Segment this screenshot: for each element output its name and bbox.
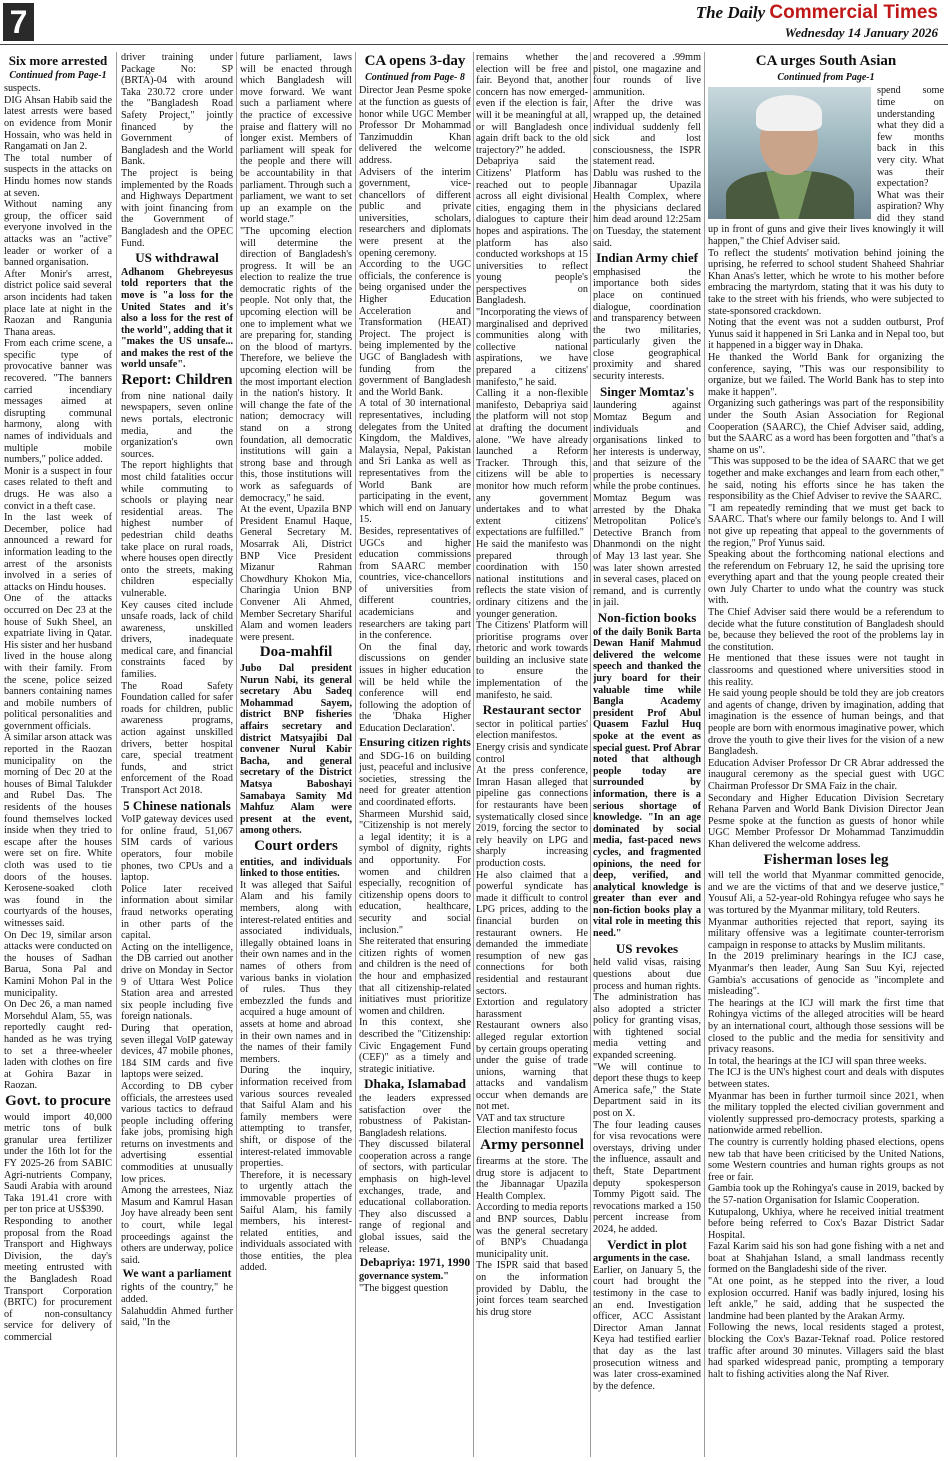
article-body bbox=[240, 880, 352, 1274]
column-5 bbox=[476, 52, 588, 1457]
paragraph: Extortion and regulatory harassment bbox=[476, 997, 588, 1020]
paragraph: "Incorporating the views of marginalised and deprived communities along with collective national aspirations, we have prepared a citizens' manifesto," he said. bbox=[476, 307, 588, 388]
article-body bbox=[359, 1093, 471, 1255]
column-4 bbox=[359, 52, 471, 1457]
article-body bbox=[593, 957, 701, 1235]
paragraph: The hearings at the ICJ will mark the first time that Rohingya victims of the alleged atrocities will be heard by an international court, although those sessions will be closed to the public and the media for sensitivity and privacy reasons. bbox=[708, 997, 944, 1056]
paragraph: They discussed bilateral cooperation across a range of sectors, with particular emphasis on high-level exchanges, trade, and educational collaboration. They also discussed a range of regional and global issues, said the release. bbox=[359, 1139, 471, 1255]
headline-govt-to-procure: Govt. to procure bbox=[5, 1092, 111, 1109]
paragraph: Speaking about the forthcoming national elections and the referendum on February 12, he said the uprising tore everything apart and that the young people created their own July Charter to undo what the country was stuck with. bbox=[708, 549, 944, 607]
article-body bbox=[4, 1112, 112, 1344]
headline-us-revokes: US revokes bbox=[615, 940, 679, 956]
paragraph: will tell the world that Myanmar committed genocide, and we are the victims of that and we deserve justice," Yousuf Ali, a 52-year-old Rohingya refugee who says he was tortured by the Myanmar military, told Reuters. bbox=[708, 870, 944, 917]
paragraph: After Monir's arrest, district police said several arson incidents had taken place late at night in the Raozan and Rangunia Thana areas. bbox=[4, 268, 112, 338]
article-lead: "makes the US unsafe... and makes the rest of the world unsafe". bbox=[121, 336, 233, 371]
paragraph: and recovered a .99mm pistol, one magazine and four rounds of live ammunition. bbox=[593, 52, 701, 98]
paragraph: In the 2019 preliminary hearings in the ICJ case, Myanmar's then leader, Aung San Suu Kyi, rejected Gambia's accusations of genocide as "incomplete and misleading". bbox=[708, 951, 944, 998]
paragraph: "This was supposed to be the idea of SAARC that we get together and make exchanges and learn from each other," he said, noting his efforts since he has taken the responsibility as the Chief Adviser to revive the SAARC. bbox=[708, 456, 944, 503]
headline-citizen-rights: Ensuring citizen rights bbox=[359, 736, 471, 749]
paragraph: "We will continue to deport these thugs to keep America safe," the State Department said in its post on X. bbox=[593, 1061, 701, 1120]
article-body bbox=[593, 52, 701, 249]
column-6 bbox=[593, 52, 701, 1457]
headline-six-more-arrested: Six more arrested bbox=[8, 53, 108, 68]
headline-non-fiction-books: Non-fiction books bbox=[597, 610, 697, 625]
paragraph: The country is currently holding phased elections, opens new tab that have been criticised by the United Nations, some Western countries and human rights groups as not free or fair. bbox=[708, 1136, 944, 1183]
paragraph: In this context, she described the "Citizenship: Civic Engagement Fund (CEF)" as a timely and strategic initiative. bbox=[359, 1017, 471, 1075]
paragraph: The ISPR said that based on the information provided by Dablu, the joint forces team searched his drug store bbox=[476, 1260, 588, 1318]
paragraph: Momtaz Begum was arrested by the Dhaka Metropolitan Police's Detective Branch from Dhanmondi on the night of May 13 last year. She was later shown arrested in several cases, placed on remand, and is currently in jail. bbox=[593, 493, 701, 609]
paragraph: held valid visas, raising questions about due process and human rights. The administration has also adopted a stricter policy for granting visas, with tightened social media vetting and expanded screening. bbox=[593, 957, 701, 1062]
headline-we-want-parliament: We want a parliament bbox=[122, 1268, 232, 1281]
article-body bbox=[476, 1156, 588, 1318]
paragraph: On the final day, discussions on gender issues in higher education will be held while the conference will end following the adoption of the 'Dhaka Higher Education Declaration'. bbox=[359, 641, 471, 734]
paragraph: Responding to another proposal from the Road Transport and Highways Division, the day's meeting entrusted with the Bangladesh Road Transport Corporation (BRTC) for procurement of non-consultancy service for delivery of commercial bbox=[4, 1215, 112, 1343]
article-body bbox=[121, 52, 233, 249]
article-body bbox=[240, 52, 352, 643]
headline-debapriya: Debapriya: 1971, 1990 bbox=[359, 1257, 471, 1270]
paragraph: Police later received information about similar fraud networks operating in other parts of the capital. bbox=[121, 883, 233, 942]
paragraph: Sharmeen Murshid said, "Citizenship is not merely a legal identity; it is a symbol of dignity, rights and opportunity. For women and children especially, recognition of citizenship opens doors to education, healthcare, security and social inclusion." bbox=[359, 808, 471, 936]
paragraph: He also claimed that a powerful syndicate has made it difficult to control LPG prices, adding to the financial burden on restaurant owners. He demanded the immediate resumption of new gas connections for both residential and restaurant sectors. bbox=[476, 869, 588, 997]
paragraph: rights of the country," he added. bbox=[121, 1282, 233, 1306]
masthead-title bbox=[696, 2, 938, 24]
paragraph: Earlier, on January 5, the court had brought the testimony in the case to an end. Investigation officer, ACC Assistant Director Aman Jannat Keya had testified earlier that day as the last prosecution witness and was later cross-examined by the defence. bbox=[593, 1264, 701, 1392]
masthead-name: Commercial Times bbox=[769, 2, 938, 23]
paragraph: firearms at the store. The drug store is adjacent to the Jibannagar Upazila Health Complex. bbox=[476, 1156, 588, 1202]
paragraph: The total number of suspects in the attacks on Hindu homes now stands at seven. bbox=[4, 152, 112, 199]
paragraph: Organizing such gatherings was part of the responsibility under the South Asian Association for Regional Cooperation (SAARC), the Chief Adviser said, adding, but the SAARC as a word has been forgotten and "that's a shame on us". bbox=[708, 398, 944, 456]
paragraph: The Road Safety Foundation called for safer roads for children, public awareness programs, action against unskilled drivers, better hospital care, special treatment funds, and strict enforcement of the Road Transport Act 2018. bbox=[121, 680, 233, 797]
paragraph: laundering against Momtaz Begum and individuals and organisations linked to her interests is underway, and that seizure of the properties is necessary while the probe continues. bbox=[593, 400, 701, 493]
paragraph: "The biggest question bbox=[359, 1282, 449, 1294]
article-body bbox=[359, 85, 471, 734]
paragraph: Restaurant owners also alleged regular extortion by certain groups operating under the guise of trade unions, warning that attacks and vandalism occur when demands are not met. bbox=[476, 1020, 588, 1113]
column-3 bbox=[240, 52, 352, 1457]
headline-court-orders: Court orders bbox=[254, 837, 338, 854]
column-1 bbox=[4, 52, 112, 1457]
headline-doa-mahfil: Doa-mahfil bbox=[259, 644, 333, 661]
article-body bbox=[121, 391, 233, 797]
article-lead: arguments in the case. bbox=[593, 1253, 690, 1265]
paragraph: Without naming any group, the officer said everyone involved in the attacks was an "active" leader or worker of a banned organisation. bbox=[4, 199, 112, 269]
paragraph: The ICJ is the UN's highest court and deals with disputes between states. bbox=[708, 1067, 944, 1090]
paragraph: VAT and tax structure bbox=[476, 1113, 565, 1125]
article-body bbox=[359, 751, 471, 1076]
column-divider bbox=[236, 52, 237, 1457]
continued-kicker: Continued from Page-1 bbox=[777, 71, 875, 83]
paragraph: He mentioned that these issues were not taught in classrooms and questioned where universities stood in this reality. bbox=[708, 653, 944, 688]
paragraph: After the drive was wrapped up, the detained individual suddenly fell sick and lost consciousness, the ISPR statement read. bbox=[593, 98, 701, 168]
paragraph: the leaders expressed satisfaction over the robustness of Pakistan-Bangladesh relations. bbox=[359, 1092, 471, 1139]
column-divider bbox=[473, 52, 474, 1457]
article-body bbox=[121, 1282, 233, 1328]
paragraph: To reflect the students' motivation behind joining the uprising, he referred to school student Shaheed Shahriar Khan Anas's letter, which he wrote to his mother before embracing the martyrdom, stating that it was his duty to take to the street with his friends, who were subjected to state-sponsored crackdown. bbox=[708, 247, 944, 317]
article-body bbox=[593, 1265, 701, 1393]
headline-us-withdrawal: US withdrawal bbox=[135, 250, 219, 266]
paragraph: Therefore, it is necessary to urgently attach the immovable properties of Saiful Alam, his family members, his interest-related entities, and individuals associated with those entities, the plea added. bbox=[240, 1169, 352, 1274]
paragraph: Monir is a suspect in four cases related to theft and drugs. He was also a convict in a theft case. bbox=[4, 465, 112, 512]
column-divider bbox=[355, 52, 356, 1457]
paragraph: "At one point, as he stepped into the river, a loud explosion occurred. Hanif was badly injured, losing his left ankle," he said, adding that he suspected the landmine had been planted by the Arakan Army. bbox=[708, 1276, 944, 1322]
article-lead: of the daily Bonik Barta Dewan Hanif Mahmud delivered the welcome speech and thanked the jury board for their valuable time while Bangla Academy president Prof Abul Quasem Fazlul Huq spoke at the event as special guest. Prof Abrar noted that although people today are surrounded by information, there is a serious shortage of knowledge. "In an age dominated by social media, fast-paced news cycles, and fragmented opinions, the need for deep, verified, and analytical knowledge is greater than ever and non-fiction books play a vital role in meeting this need." bbox=[593, 626, 701, 940]
paragraph: The Citizens' Platform will prioritise programs over rhetoric and work towards building an inclusive state to ensure the implementation of the manifesto, he said. bbox=[476, 620, 588, 701]
column-2 bbox=[121, 52, 233, 1457]
chief-adviser-photo bbox=[708, 87, 871, 219]
paragraph: Education Adviser Professor Dr CR Abrar addressed the inaugural ceremony as the special guest with UGC Chairman Professor Dr SMA Faiz in the chair. bbox=[708, 757, 944, 792]
paragraph: remains whether the election will be free and fair. Beyond that, another concern has now emerged- even if the election is fair, will it be meaningful at all, or will Bangladesh once again drift back to the old trajectory?" he added. bbox=[476, 52, 588, 156]
continued-kicker: Continued from Page- 8 bbox=[365, 71, 465, 83]
paragraph: He thanked the World Bank for organizing the conference, saying, "This was our responsibility to organize, but we failed. The World Bank has to step into make it happen". bbox=[708, 352, 944, 398]
paragraph: Dablu was rushed to the Jibannagar Upazila Health Complex, where the physicians declared him dead around 12:25am on Tuesday, the statement said. bbox=[593, 167, 701, 249]
paragraph: Myanmar authorities rejected that report, saying its military offensive was a legitimate counter-terrorism campaign in response to attacks by Muslim militants. bbox=[708, 916, 944, 951]
headline-report-children: Report: Children bbox=[121, 372, 233, 389]
paragraph: According to DB cyber officials, the arrestees used various tactics to defraud people including offering fake jobs, promising high returns on investments and advertising essential commodities at unusually low prices. bbox=[121, 1080, 233, 1185]
article-lead: governance system." bbox=[359, 1271, 449, 1283]
paragraph: On Dec 19, similar arson attacks were conducted on the houses of Sadhan Barua, Sona Pal and Kamini Mohon Pal in the municipality. bbox=[4, 929, 112, 999]
masthead-the: The Daily bbox=[695, 3, 766, 22]
article-lead: Jubo Dal president Nurun Nabi, its general secretary Abu Sadeq Mohammad Sayem, district BNP fisheries affairs secretary and district Matsyajibi Dal convener Nurul Kabir Bacha, and general secretary of the District Matsya Baboshayi Samabaya Samity Md Mahfuz Alam were present at the event, among others. bbox=[240, 663, 352, 837]
column-divider bbox=[704, 52, 705, 1457]
paragraph: According to the UGC officials, the conference is being organised under the Higher Education Acceleration and Transformation (HEAT) Project. The project is being implemented by the UGC of Bangladesh with funding from the government of Bangladesh and the World Bank. bbox=[359, 259, 471, 398]
paragraph: VoIP gateway devices used for online fraud, 51,067 SIM cards of various operators, four mobile phones, two CPUs and a laptop. bbox=[121, 814, 233, 884]
paragraph: Noting that the event was not a sudden outburst, Prof Yunus said it happened in Sri Lanka and in Nepal too, but it happened in a bigger way in Dhaka. bbox=[708, 317, 944, 352]
article-body bbox=[121, 814, 233, 1266]
paragraph: The report highlights that most child fatalities occur while commuting to schools or playing near residential areas. The highest number of pedestrian child deaths take place on rural roads, where houses open directly onto the streets, making children especially vulnerable. bbox=[121, 460, 233, 599]
headline-dhaka-islamabad: Dhaka, Islamabad bbox=[364, 1076, 466, 1092]
paragraph: She reiterated that ensuring citizen rights of women and children is the need of the hour and emphasized that all citizenship-related initiatives must prioritize women and children. bbox=[359, 936, 471, 1017]
paragraph: Fazal Karim said his son had gone fishing with a net and boat at Shahjahan Island, a small landmass recently formed on the Bangladeshi side of the river. bbox=[708, 1241, 944, 1276]
masthead bbox=[696, 2, 938, 41]
paragraph: emphasised the importance both sides place on continued dialogue, coordination and transparency between the two militaries, particularly given the close geographical proximity and shared security interests. bbox=[593, 266, 701, 383]
paragraph: The project is being implemented by the Roads and Highways Department with joint financing from the Government of Bangladesh and the OPEC Fund. bbox=[121, 167, 233, 249]
paragraph: Energy crisis and syndicate control bbox=[476, 742, 588, 765]
column-7 bbox=[708, 52, 944, 1457]
paragraph: Calling it a non-flexible manifesto, Debapriya said the platform will not stop at drafting the document alone. "We have already launched a Reform Tracker. Through this, citizens will be able to monitor how much reform any government undertakes and to what extent citizens' expectations are fulfilled." bbox=[476, 388, 588, 539]
paragraph: suspects. bbox=[4, 83, 41, 95]
paragraph: It was alleged that Saiful Alam and his family members, along with interest-related entities and associated individuals, illegally obtained loans in their own names and in the names of others from various banks in violation of rules. Thus they embezzled the funds and acquired a huge amount of assets at home and abroad in their own names and in the names of their family members. bbox=[240, 879, 352, 1065]
paragraph: One of the attacks occurred on Dec 23 at the house of Sukh Sheel, an expatriate living in Qatar. His sister and her husband lived in the house along with their family. From the scene, police seized banners containing names and mobile numbers of political personalities and government officials. bbox=[4, 593, 112, 732]
continued-kicker: Continued from Page-1 bbox=[9, 69, 107, 81]
paragraph: future parliament, laws will be enacted through which Bangladesh will move forward. We want such a parliament where the practice of excessive praise and flattery will no longer exist. Members of parliament will speak for the people and there will be accountability in that parliament. Through such a parliament, we want to set up an example on the world stage." bbox=[240, 52, 352, 226]
article-body bbox=[708, 870, 944, 1380]
paragraph: He said young people should be told they are job creators and agents of change, driven by imagination, adding that imagination is the essence of human beings, and that people are born with enormous imaginative power, which drove the youth to give their lives for the vision of a new Bangladesh. bbox=[708, 688, 944, 758]
article-lead: entities, and individuals linked to those entities. bbox=[240, 856, 352, 880]
column-divider bbox=[116, 52, 117, 1457]
article-body bbox=[476, 719, 588, 1136]
paragraph: During that operation, seven illegal VoIP gateway devices, 47 mobile phones, 184 SIM cards and five laptops were seized. bbox=[121, 1022, 233, 1081]
headline-restaurant-sector: Restaurant sector bbox=[482, 702, 582, 718]
paragraph: driver training under Package No: SP (BRTA)-04 with around Taka 230.72 crore under the "Bangladesh Road Safety Project," jointly financed by the Government of Bangladesh and the World Bank. bbox=[121, 52, 233, 168]
headline-indian-army-chief: Indian Army chief bbox=[596, 250, 698, 266]
article-body bbox=[476, 52, 588, 701]
headline-army-personnel: Army personnel bbox=[480, 1137, 584, 1154]
paragraph: He said the manifesto was prepared through coordination with 150 national institutions and reflects the state vision of ordinary citizens and the younger generation. bbox=[476, 538, 588, 620]
paragraph: "The upcoming election will determine the direction of Bangladesh's progress. It will be an election to realize the true democratic rights of the people. Not only that, the upcoming election will be one to implement what we are preparing for, standing on the blood of martyrs. Therefore, we believe the upcoming election will be the most important election in the nation's history. It will change the fate of the nation; democracy will stand on a strong foundation, all democratic institutions will gain a strong base and through this, those institutions will work as safeguards of democracy," he said. bbox=[240, 225, 352, 504]
paragraph: and SDG-16 on building just, peaceful and inclusive societies, stressing the need for greater attention and coordinated efforts. bbox=[359, 750, 471, 809]
headline-verdict-in-plot: Verdict in plot bbox=[607, 1236, 687, 1252]
headline-fisherman-loses-leg: Fisherman loses leg bbox=[763, 851, 889, 868]
paragraph: "I am repeatedly reminding that we must get back to SAARC. That's where our family belongs to. And I will not give up repeating that appeal to the governments of the region," Prof Yunus said. bbox=[708, 502, 944, 549]
paragraph: Following the news, local residents staged a protest, blocking the Cox's Bazar-Teknaf road. Police restored traffic after around 30 minutes. Villagers said the blast had sparked widespread panic, prompting a temporary halt to fishing activities along the Naf River. bbox=[708, 1322, 944, 1380]
paragraph: Besides, representatives of UGCs and higher education commissions from SAARC member countries, vice-chancellors of universities from different countries, academicians and researchers are taking part in the conference. bbox=[359, 525, 471, 642]
article-body bbox=[593, 267, 701, 383]
paragraph: On Dec 26, a man named Morsehdul Alam, 55, was reportedly caught red-handed as he was trying to set a three-wheeler laden with clothes on fire at Gohira Bazar in Raozan. bbox=[4, 999, 112, 1092]
paragraph: Myanmar has been in further turmoil since 2021, when the military toppled the elected civilian government and violently suppressed pro-democracy protests, sparking a nationwide armed rebellion. bbox=[708, 1090, 944, 1137]
paragraph: A similar arson attack was reported in the Raozan municipality on the morning of Dec 20 at the houses of Bimal Talukder and Rubel Das. The residents of the houses found themselves locked inside when they tried to escape after the houses were set on fire. White cloth was used to tie doors of the houses. Kerosene-soaked cloth was found in the courtyards of the houses, witnesses said. bbox=[4, 732, 112, 929]
paragraph: Gambia took up the Rohingya's cause in 2019, backed by the 57-nation Organisation for Islamic Cooperation. bbox=[708, 1183, 944, 1206]
paragraph: sector in political parties' election manifestos. bbox=[476, 718, 588, 742]
headline-singer-momtaz: Singer Momtaz's bbox=[600, 383, 694, 399]
paragraph: Election manifesto focus bbox=[476, 1124, 578, 1136]
article-body bbox=[593, 400, 701, 609]
column-divider bbox=[590, 52, 591, 1457]
page-number: 7 bbox=[3, 3, 34, 41]
article-body bbox=[4, 83, 112, 1092]
paragraph: DIG Ahsan Habib said the latest arrests were based on evidence from Monir Hossain, who was held in Rangamati on Jan 2. bbox=[4, 94, 112, 153]
paragraph: In the last week of December, police had announced a reward for information leading to the arrest of the arsonists involved in a series of attacks on Hindu houses. bbox=[4, 512, 112, 593]
paragraph: A total of 30 international representatives, including delegates from the United Kingdom, the Maldives, Malaysia, Nepal, Pakistan and Sri Lanka as well as representatives from the World Bank are participating in the event, which will end on January 15. bbox=[359, 398, 471, 526]
paragraph: Secondary and Higher Education Division Secretary Rehana Parven and World Bank Division Director Jean Pesme spoke at the function as guests of honor while UGC Member Professor Dr Mohammad Tanzimuddin Khan delivered the welcome address. bbox=[708, 792, 944, 850]
article-lead: Adhanom Ghebreyesus told reporters that the move is "a loss for the United States and it's also a loss for the rest of the world", adding that it bbox=[121, 266, 233, 336]
paragraph: In total, the hearings at the ICJ will span three weeks. bbox=[708, 1055, 927, 1067]
paragraph: The four leading causes for visa revocations were overstays, driving under the influence, assault and theft, State Department deputy spokesperson Tommy Pigott said. The revocations marked a 150 percent increase from 2024, he added. bbox=[593, 1119, 701, 1235]
paragraph: The Chief Adviser said there would be a referendum to decide what the future constitution of Bangladesh should be, because they believed the root of the problems lay in the constitution. bbox=[708, 607, 944, 653]
paragraph: At the press conference, Imran Hasan alleged that pipeline gas connections for restaurants have been systematically closed since 2019, forcing the sector to rely heavily on LPG and sharply increasing production costs. bbox=[476, 765, 588, 870]
article-body bbox=[359, 1283, 471, 1295]
paragraph: Key causes cited include unsafe roads, lack of child awareness, unskilled drivers, inadequate medical care, and financial constraints faced by families. bbox=[121, 599, 233, 681]
paragraph: Salahuddin Ahmed further said, "In the bbox=[121, 1305, 233, 1329]
headline-ca-opens: CA opens 3-day bbox=[364, 53, 466, 69]
issue-date: Wednesday 14 January 2026 bbox=[784, 25, 938, 40]
paragraph: During the inquiry, information received from various sources revealed that Saiful Alam and his family members were attempting to transfer, shift, or dispose of the interest-related immovable properties. bbox=[240, 1065, 352, 1170]
paragraph: Kutupalong, Ukhiya, where he received initial treatment before being referred to Cox's Bazar District Sadar Hospital. bbox=[708, 1206, 944, 1241]
paragraph: Debapriya said the Citizens' Platform has reached out to people across all eight divisional cities, engaging them in dialogues to capture their hopes and aspirations. The platform has also conducted workshops at 15 universities to reflect young people's perspectives on Bangladesh. bbox=[476, 156, 588, 307]
paragraph: Among the arrestees, Niaz Masum and Kamrul Hasan Joy have already been sent to court, while legal proceedings against the others are underway, police said. bbox=[121, 1185, 233, 1266]
headline-chinese-nationals: 5 Chinese nationals bbox=[123, 797, 231, 813]
header-rule bbox=[0, 44, 948, 45]
paragraph: spend some time on understanding what they did a few months back in this very city. What was their expectation? What was their aspiration? Why did they stand up in front of guns and give their lives knowingly it will happen," the Chief Adviser said. bbox=[708, 85, 944, 248]
paragraph: According to media reports and BNP sources, Dablu was the general secretary of BNP's Chuadanga municipality unit. bbox=[476, 1202, 588, 1260]
paragraph: At the event, Upazila BNP President Enamul Haque, General Secretary M. Mosarrak Ali, District BNP Vice President Mizanur Rahman Chowdhury Khokon Mia, Charingia Union BNP Convener Ali Ahmed, Member Secretary Shariful Alam and women leaders were present. bbox=[240, 504, 352, 643]
paragraph: from nine national daily newspapers, seven online news portals, electronic media, and the organization's own sources. bbox=[121, 390, 233, 460]
paragraph: Acting on the intelligence, the DB carried out another drive on Monday in Sector 9 of Uttara West Police Station area and arrested six people including five foreign nationals. bbox=[121, 941, 233, 1023]
paragraph: Director Jean Pesme spoke at the function as guests of honor while UGC Member Professor Dr Mohammad Tanzimuddin Khan delivered the welcome address. bbox=[359, 85, 471, 166]
headline-ca-urges-south-asian: CA urges South Asian bbox=[755, 53, 897, 69]
paragraph: Advisers of the interim government, vice-chancellors of different public and private universities, scholars, researchers and diplomats were present at the opening ceremony. bbox=[359, 166, 471, 259]
paragraph: From each crime scene, a specific type of provocative banner was recovered. "The banners carried incendiary messages aimed at disrupting communal harmony, along with names of individuals and multiple mobile numbers," police added. bbox=[4, 338, 112, 466]
paragraph: would import 40,000 metric tons of bulk granular urea fertilizer under the 16th lot for the FY 2025-26 from SABIC Agri-nutrients Company, Saudi Arabia with around Taka 191.41 crore with per ton price at US$390. bbox=[4, 1111, 112, 1216]
article-body bbox=[708, 85, 944, 850]
